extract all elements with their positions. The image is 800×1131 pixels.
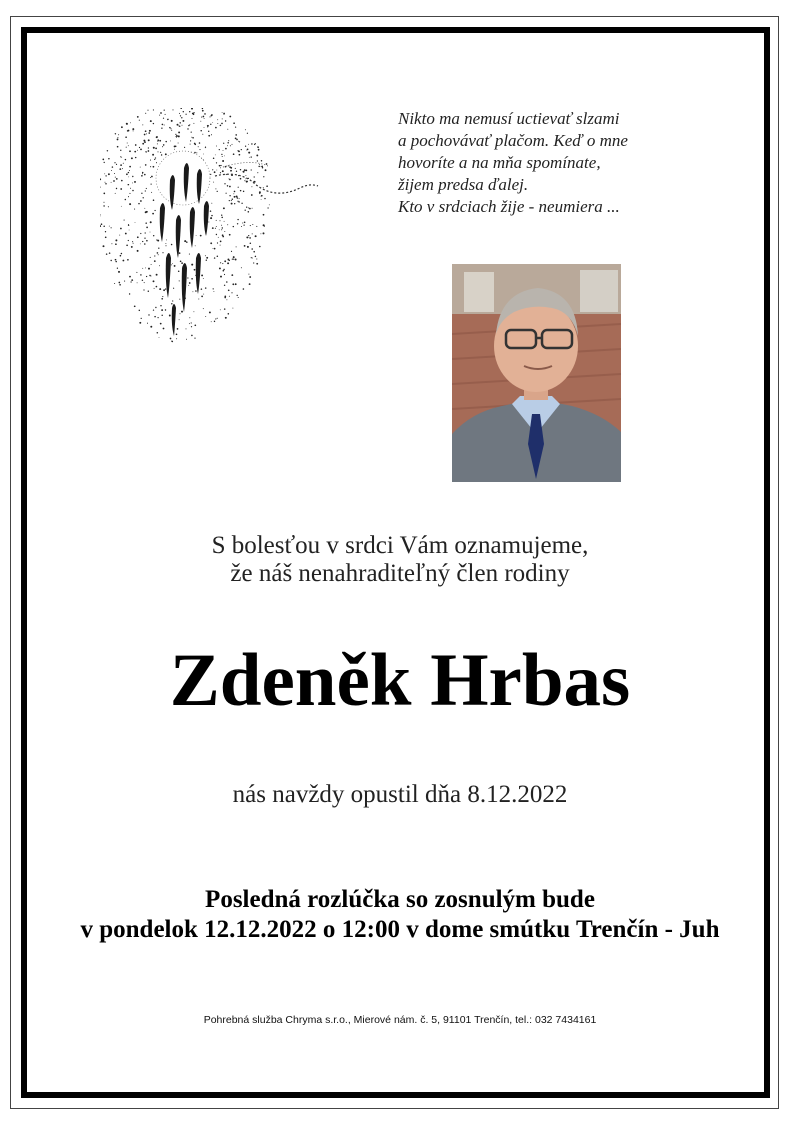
poem-line: a pochovávať plačom. Keď o mne [398,131,628,150]
poem-line: Nikto ma nemusí uctievať slzami [398,109,620,128]
date-of-death: nás navždy opustil dňa 8.12.2022 [232,781,568,808]
funeral-info-line-2: v pondelok 12.12.2022 o 12:00 v dome smútku Trenčín - Juh [80,916,720,943]
memorial-poem [398,108,738,218]
announcement-line-2: že náš nenahraditeľný člen rodiny [230,560,570,587]
poem-line: žijem predsa ďalej. [398,175,529,194]
poem-closing: Kto v srdciach žije - neumiera ... [398,197,620,216]
portrait-photo [452,264,621,482]
funeral-info [0,885,800,945]
moon-and-falling-leaves-icon [100,108,320,358]
funeral-service-contact: Pohrebná služba Chryma s.r.o., Mierové nám. č. 5, 91101 Trenčín, tel.: 032 7434161 [203,1014,597,1026]
funeral-info-line-1: Posledná rozlúčka so zosnulým bude [205,886,595,913]
announcement-line-1: S bolesťou v srdci Vám oznamujeme, [211,532,589,559]
deceased-name: Zdeněk Hrbas [169,639,631,722]
announcement [0,532,800,588]
poem-line: hovoríte a na mňa spomínate, [398,153,601,172]
